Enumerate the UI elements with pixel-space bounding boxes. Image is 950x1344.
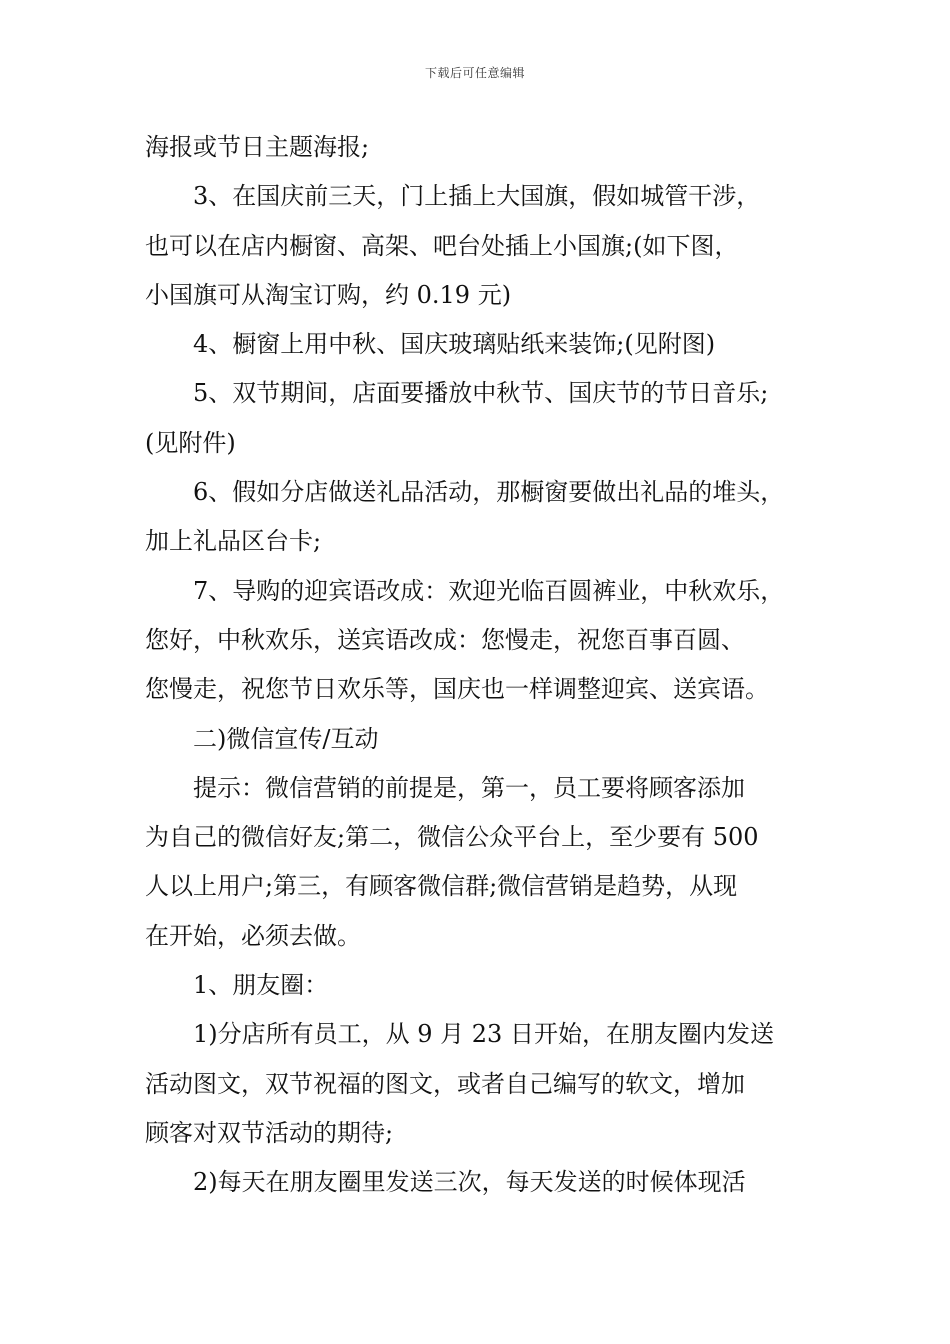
text-line: 4、橱窗上用中秋、国庆玻璃贴纸来装饰;(见附图) — [193, 330, 716, 359]
text-line: 1)分店所有员工，从 9 月 23 日开始，在朋友圈内发送 — [193, 1020, 774, 1049]
text-line: 在开始，必须去做。 — [145, 921, 361, 950]
text-line: 也可以在店内橱窗、高架、吧台处插上小国旗;(如下图， — [145, 231, 739, 260]
text-line: (见附件) — [145, 428, 236, 457]
text-line: 小国旗可从淘宝订购，约 0.19 元) — [145, 280, 512, 309]
text-line: 1、朋友圈： — [193, 971, 329, 1000]
page-header: 下载后可任意编辑 — [424, 66, 525, 80]
text-line: 7、导购的迎宾语改成：欢迎光临百圆裤业，中秋欢乐， — [193, 576, 785, 605]
text-line: 3、在国庆前三天，门上插上大国旗，假如城管干涉， — [193, 182, 761, 211]
text-line: 为自己的微信好友;第二，微信公众平台上，至少要有 500 — [145, 823, 759, 852]
text-line: 5、双节期间，店面要播放中秋节、国庆节的节日音乐; — [193, 379, 769, 408]
text-line: 海报或节日主题海报; — [145, 133, 370, 161]
text-line: 提示：微信营销的前提是，第一，员工要将顾客添加 — [193, 773, 745, 802]
text-line: 您慢走，祝您节日欢乐等，国庆也一样调整迎宾、送宾语。 — [145, 675, 769, 704]
text-line: 二)微信宣传/互动 — [193, 724, 379, 753]
text-line: 加上礼品区台卡; — [145, 527, 322, 556]
text-line: 您好，中秋欢乐，送宾语改成：您慢走，祝您百事百圆、 — [145, 625, 745, 654]
text-line: 6、假如分店做送礼品活动，那橱窗要做出礼品的堆头， — [193, 478, 785, 507]
text-line: 人以上用户;第三，有顾客微信群;微信营销是趋势，从现 — [145, 872, 738, 901]
text-line: 顾客对双节活动的期待; — [145, 1118, 394, 1147]
text-line: 活动图文，双节祝福的图文，或者自己编写的软文，增加 — [145, 1069, 745, 1098]
document-body — [145, 123, 815, 1208]
text-line: 2)每天在朋友圈里发送三次，每天发送的时候体现活 — [193, 1168, 746, 1197]
